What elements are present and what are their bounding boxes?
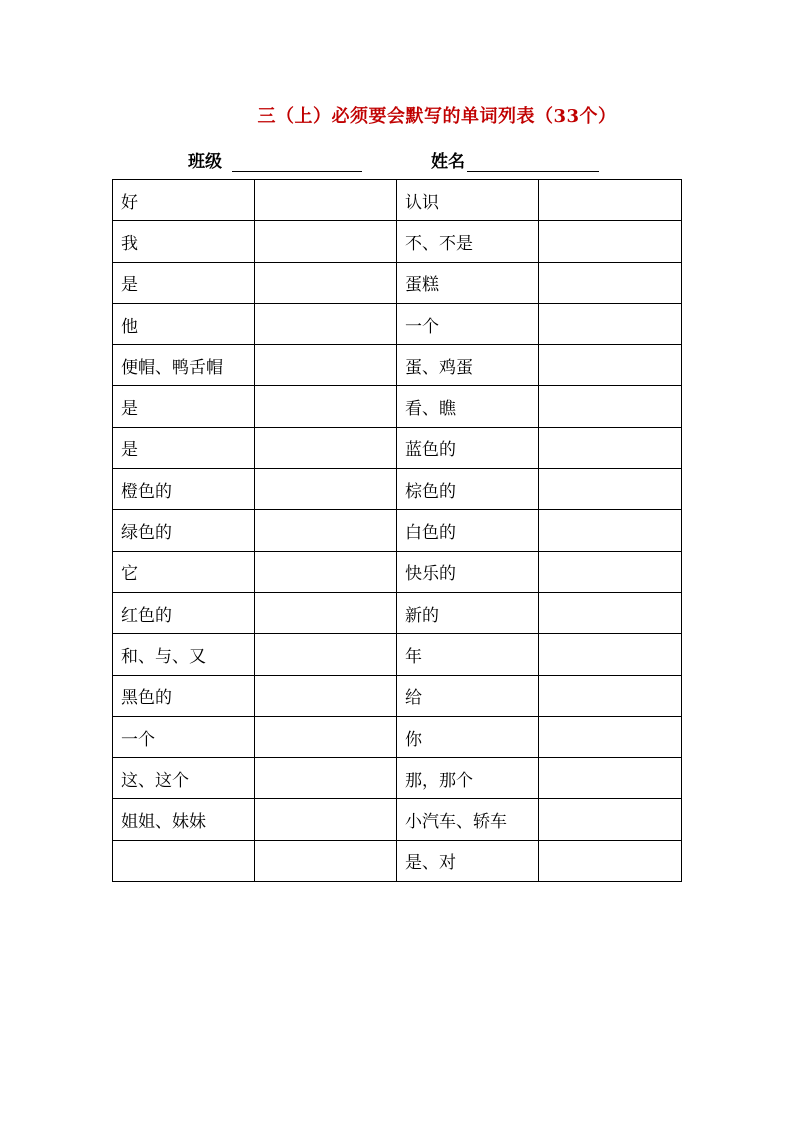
table-row [113, 303, 682, 344]
table-row [113, 551, 682, 592]
chinese-word-cell: 是 [113, 386, 255, 427]
answer-blank-cell[interactable] [539, 551, 682, 592]
answer-blank-cell[interactable] [255, 592, 397, 633]
chinese-word-cell: 一个 [113, 716, 255, 757]
answer-blank-cell[interactable] [539, 675, 682, 716]
chinese-word-cell: 蛋、鸡蛋 [397, 345, 539, 386]
answer-blank-cell[interactable] [539, 592, 682, 633]
answer-blank-cell[interactable] [539, 758, 682, 799]
chinese-word-cell [113, 840, 255, 881]
chinese-word-cell: 我 [113, 221, 255, 262]
answer-blank-cell[interactable] [539, 510, 682, 551]
name-label: 姓名 [431, 152, 465, 172]
table-row [113, 469, 682, 510]
chinese-word-cell: 看、瞧 [397, 386, 539, 427]
answer-blank-cell[interactable] [539, 345, 682, 386]
table-row [113, 634, 682, 675]
table-row [113, 758, 682, 799]
answer-blank-cell[interactable] [255, 758, 397, 799]
chinese-word-cell: 快乐的 [397, 551, 539, 592]
answer-blank-cell[interactable] [539, 386, 682, 427]
answer-blank-cell[interactable] [255, 345, 397, 386]
name-field [431, 147, 599, 172]
chinese-word-cell: 是、对 [397, 840, 539, 881]
chinese-word-cell: 这、这个 [113, 758, 255, 799]
chinese-word-cell: 好 [113, 180, 255, 221]
answer-blank-cell[interactable] [539, 634, 682, 675]
table-row [113, 386, 682, 427]
table-row [113, 262, 682, 303]
table-row [113, 180, 682, 221]
chinese-word-cell: 蓝色的 [397, 427, 539, 468]
answer-blank-cell[interactable] [255, 716, 397, 757]
chinese-word-cell: 他 [113, 303, 255, 344]
answer-blank-cell[interactable] [255, 840, 397, 881]
chinese-word-cell: 它 [113, 551, 255, 592]
word-table-body [113, 180, 682, 882]
answer-blank-cell[interactable] [255, 675, 397, 716]
chinese-word-cell: 是 [113, 427, 255, 468]
chinese-word-cell: 便帽、鸭舌帽 [113, 345, 255, 386]
page-title: 三（上）必须要会默写的单词列表（33个） [257, 106, 617, 127]
answer-blank-cell[interactable] [539, 840, 682, 881]
chinese-word-cell: 小汽车、轿车 [397, 799, 539, 840]
chinese-word-cell: 棕色的 [397, 469, 539, 510]
table-row [113, 675, 682, 716]
chinese-word-cell: 新的 [397, 592, 539, 633]
word-table [112, 179, 682, 882]
chinese-word-cell: 绿色的 [113, 510, 255, 551]
answer-blank-cell[interactable] [255, 469, 397, 510]
answer-blank-cell[interactable] [255, 427, 397, 468]
answer-blank-cell[interactable] [539, 469, 682, 510]
answer-blank-cell[interactable] [539, 427, 682, 468]
chinese-word-cell: 蛋糕 [397, 262, 539, 303]
answer-blank-cell[interactable] [539, 716, 682, 757]
chinese-word-cell: 和、与、又 [113, 634, 255, 675]
chinese-word-cell: 白色的 [397, 510, 539, 551]
answer-blank-cell[interactable] [255, 303, 397, 344]
answer-blank-cell[interactable] [255, 221, 397, 262]
chinese-word-cell: 红色的 [113, 592, 255, 633]
table-row [113, 345, 682, 386]
table-row [113, 716, 682, 757]
chinese-word-cell: 不、不是 [397, 221, 539, 262]
answer-blank-cell[interactable] [539, 799, 682, 840]
class-label: 班级 [188, 152, 222, 172]
answer-blank-cell[interactable] [255, 510, 397, 551]
answer-blank-cell[interactable] [255, 551, 397, 592]
chinese-word-cell: 黑色的 [113, 675, 255, 716]
table-row [113, 799, 682, 840]
chinese-word-cell: 橙色的 [113, 469, 255, 510]
answer-blank-cell[interactable] [539, 303, 682, 344]
answer-blank-cell[interactable] [255, 262, 397, 303]
class-blank-line[interactable] [232, 151, 362, 172]
chinese-word-cell: 是 [113, 262, 255, 303]
answer-blank-cell[interactable] [539, 221, 682, 262]
chinese-word-cell: 给 [397, 675, 539, 716]
table-row [113, 840, 682, 881]
class-field [188, 147, 362, 172]
chinese-word-cell: 认识 [397, 180, 539, 221]
answer-blank-cell[interactable] [255, 799, 397, 840]
answer-blank-cell[interactable] [539, 262, 682, 303]
chinese-word-cell: 年 [397, 634, 539, 675]
chinese-word-cell: 姐姐、妹妹 [113, 799, 255, 840]
answer-blank-cell[interactable] [539, 180, 682, 221]
answer-blank-cell[interactable] [255, 180, 397, 221]
table-row [113, 427, 682, 468]
table-row [113, 592, 682, 633]
answer-blank-cell[interactable] [255, 386, 397, 427]
chinese-word-cell: 你 [397, 716, 539, 757]
name-blank-line[interactable] [467, 151, 599, 172]
answer-blank-cell[interactable] [255, 634, 397, 675]
table-row [113, 510, 682, 551]
chinese-word-cell: 一个 [397, 303, 539, 344]
table-row [113, 221, 682, 262]
chinese-word-cell: 那，那个 [397, 758, 539, 799]
